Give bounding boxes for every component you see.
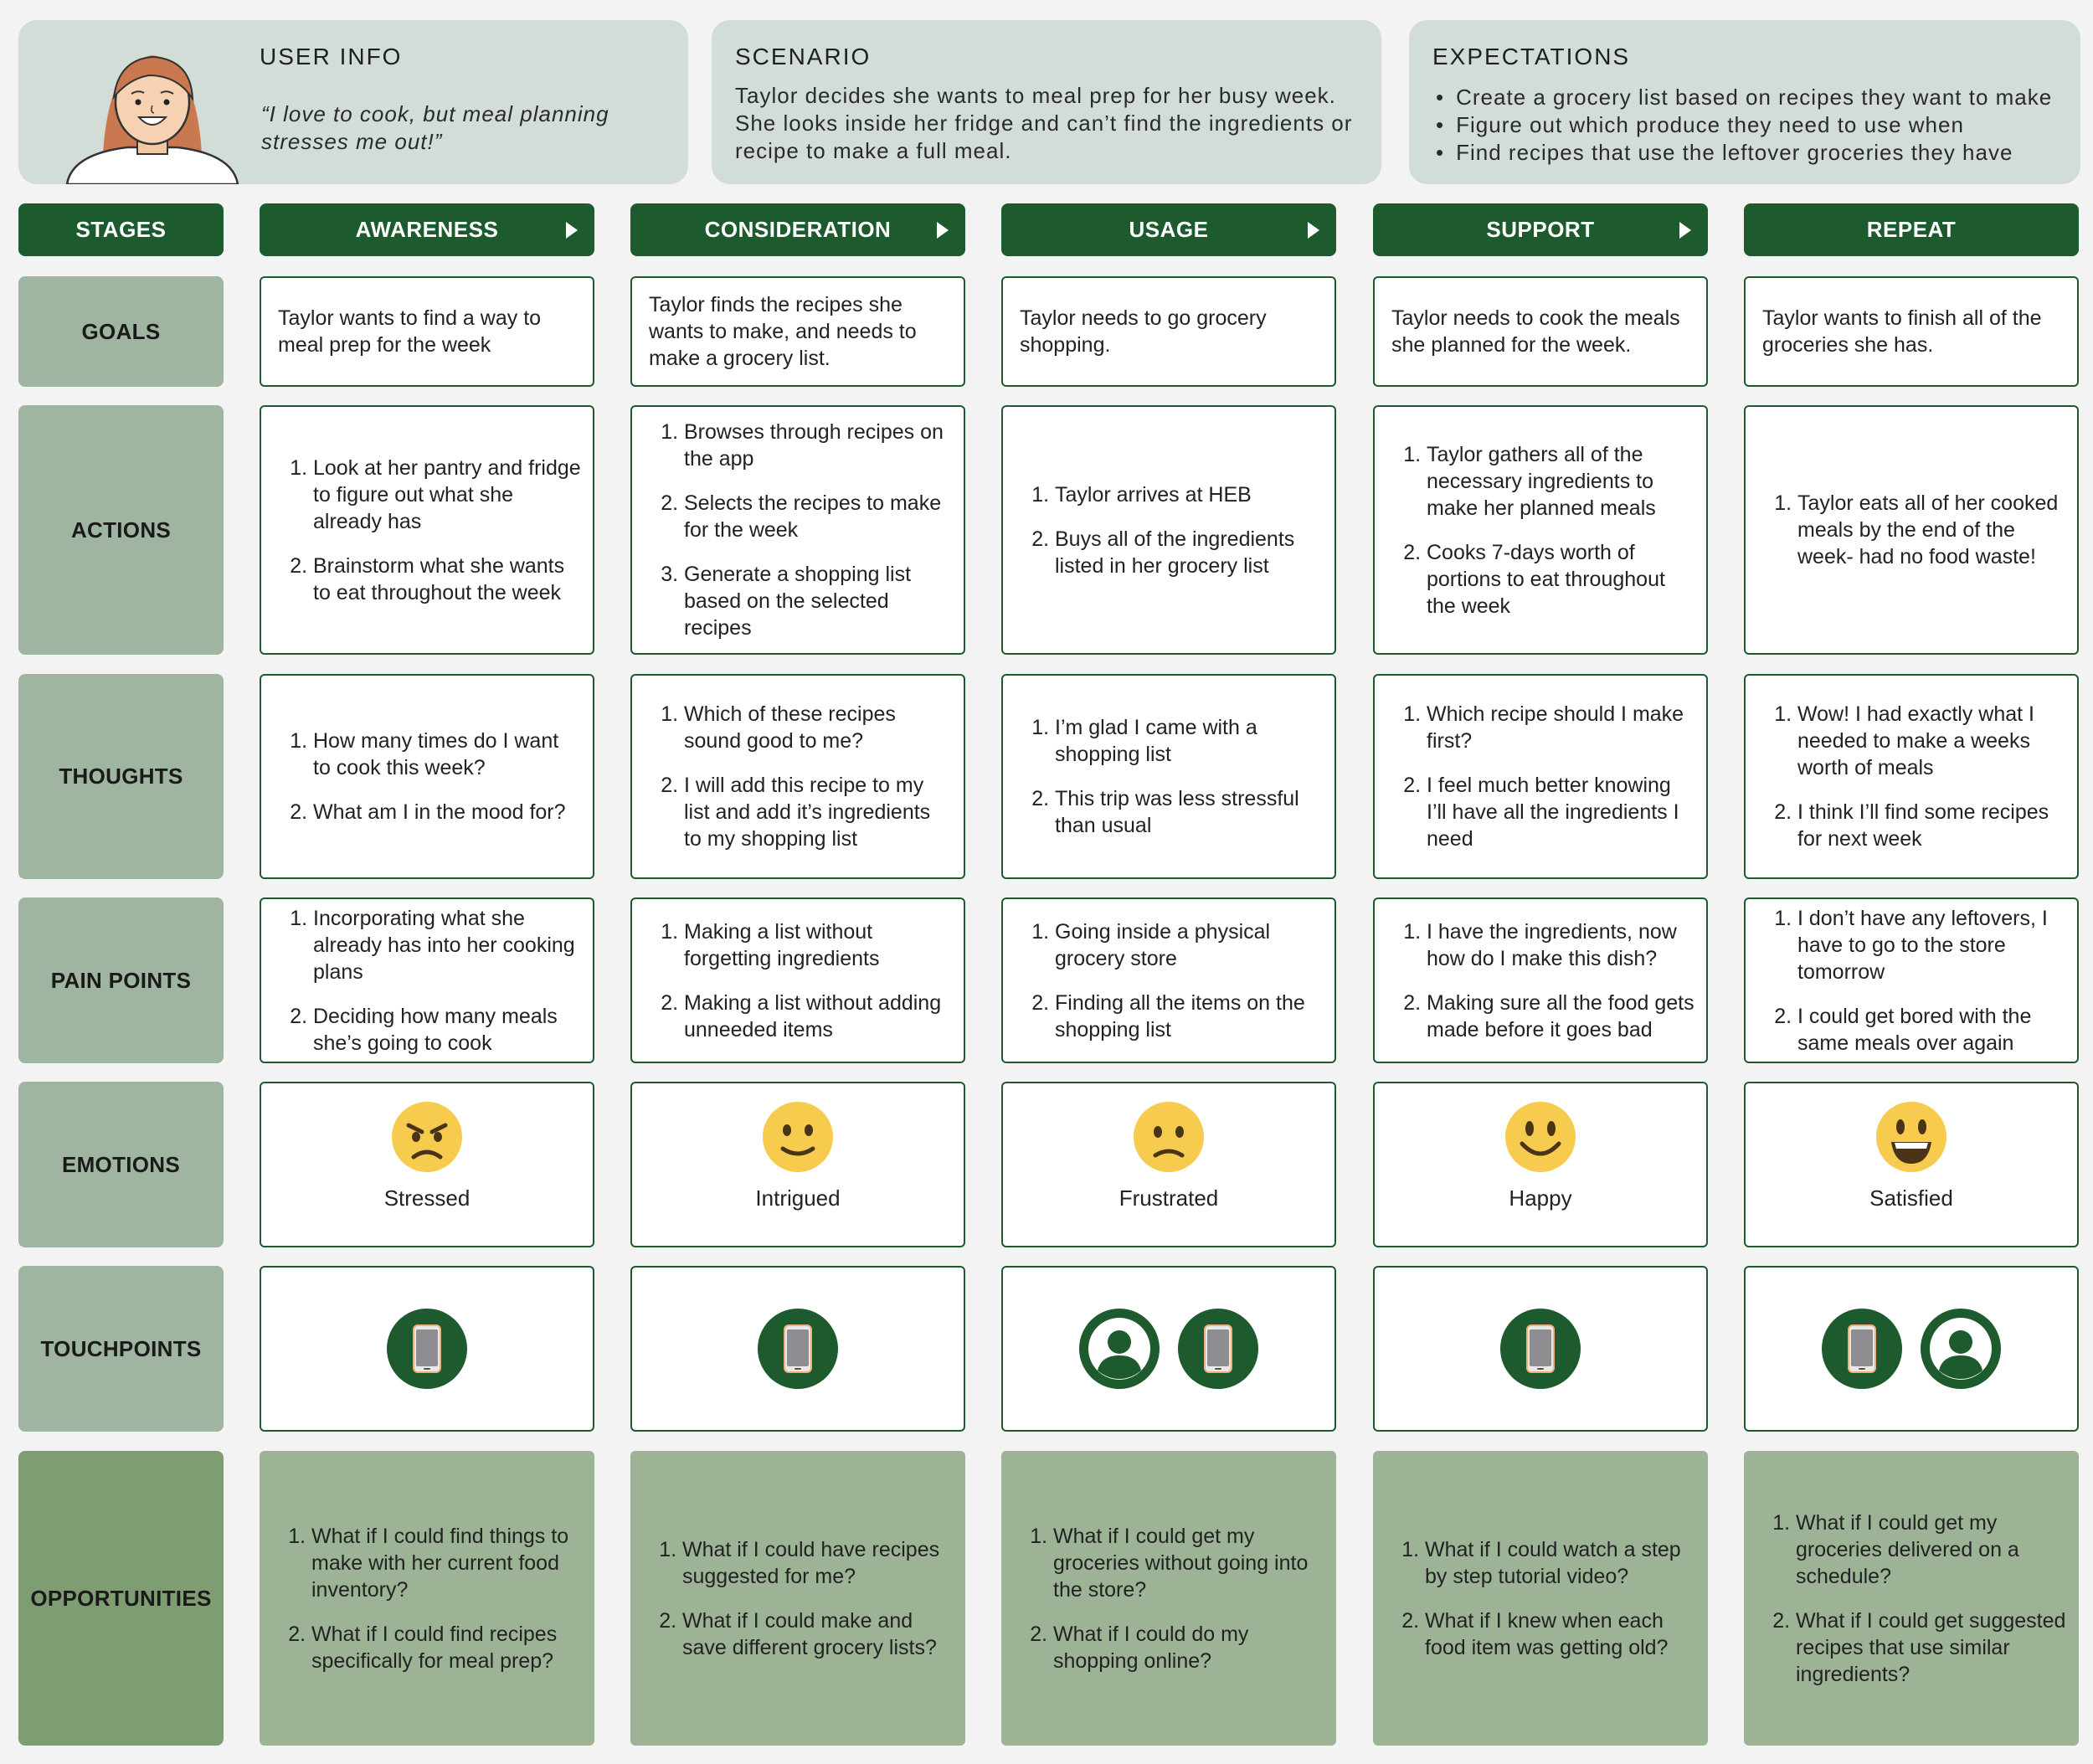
actions-cell-consideration: [630, 405, 965, 655]
list-item: 1. Wow! I had exactly what I needed to make a weeks worth of meals: [1797, 701, 2065, 781]
actions-cell-awareness: [260, 405, 594, 655]
pain-points-cell-awareness: [260, 897, 594, 1063]
goal-text: Taylor needs to go grocery shopping.: [1020, 306, 1267, 357]
list-item: 1. How many times do I want to cook this week?: [313, 728, 581, 781]
emotion-label: Satisfied: [1869, 1185, 1953, 1211]
opportunities-cell-usage: [1001, 1451, 1336, 1746]
list-item: 2. Making sure all the food gets made before it goes bad: [1427, 990, 1694, 1043]
goals-cell-awareness: [260, 276, 594, 387]
list-item: 1. Making a list without forgetting ingredients: [684, 918, 952, 972]
stage-label: AWARENESS: [355, 217, 499, 242]
thoughts-list: [1003, 714, 1334, 839]
play-arrow-icon: [566, 222, 578, 239]
actions-list: [1375, 441, 1706, 620]
emotions-cell-consideration: [630, 1082, 965, 1247]
list-item: 3. Generate a shopping list based on the selected recipes: [684, 561, 952, 641]
row-label-emotions: EMOTIONS: [18, 1082, 224, 1247]
expectation-item: • Find recipes that use the leftover groceries they have: [1432, 139, 2060, 167]
list-item: 2. Brainstorm what she wants to eat throughout the week: [313, 553, 581, 606]
goals-cell-usage: [1001, 276, 1336, 387]
opportunities-list: [630, 1536, 965, 1661]
emotions-cell-repeat: [1744, 1082, 2079, 1247]
user-info-title: USER INFO: [260, 44, 403, 69]
pain-points-list: [1375, 918, 1706, 1043]
opportunities-cell-awareness: [260, 1451, 594, 1746]
stage-header-usage: [1001, 203, 1336, 256]
thoughts-list: [261, 728, 593, 825]
thoughts-cell-awareness: [260, 674, 594, 879]
slight-smile-face-icon: [761, 1100, 835, 1174]
list-item: 2. What if I knew when each food item was getting old?: [1425, 1607, 1696, 1661]
expectation-item: • Figure out which produce they need to use when: [1432, 111, 2060, 139]
pain-points-list: [632, 918, 964, 1043]
list-item: 1. Browses through recipes on the app: [684, 419, 952, 472]
actions-list: [1003, 481, 1334, 579]
list-item: 2. I think I’ll find some recipes for next week: [1797, 799, 2065, 852]
phone-icon: [1822, 1309, 1902, 1389]
user-info-panel: [18, 20, 688, 184]
actions-cell-repeat: [1744, 405, 2079, 655]
pain-points-cell-consideration: [630, 897, 965, 1063]
goal-text: Taylor wants to find a way to meal prep for the week: [278, 306, 542, 357]
thoughts-cell-consideration: [630, 674, 965, 879]
goals-cell-support: [1373, 276, 1708, 387]
row-label-pain-points: PAIN POINTS: [18, 897, 224, 1063]
opportunities-list: [260, 1523, 594, 1674]
expectations-title: EXPECTATIONS: [1432, 44, 1631, 69]
user-avatar-illustration: [52, 28, 253, 184]
pain-points-list: [261, 905, 593, 1057]
row-label-touchpoints: TOUCHPOINTS: [18, 1266, 224, 1432]
thoughts-cell-usage: [1001, 674, 1336, 879]
list-item: 1. I have the ingredients, now how do I make this dish?: [1427, 918, 1694, 972]
emotions-cell-support: [1373, 1082, 1708, 1247]
scenario-panel: [712, 20, 1381, 184]
list-item: 1. What if I could have recipes suggested for me?: [682, 1536, 954, 1590]
smile-face-icon: [1504, 1100, 1577, 1174]
emotions-cell-awareness: [260, 1082, 594, 1247]
list-item: 1. I don’t have any leftovers, I have to go to the store tomorrow: [1797, 905, 2065, 985]
list-item: 2. This trip was less stressful than usual: [1055, 785, 1323, 839]
emotion-label: Stressed: [383, 1185, 471, 1211]
stage-header-awareness: [260, 203, 594, 256]
list-item: 2. Finding all the items on the shopping list: [1055, 990, 1323, 1043]
stage-header-consideration: [630, 203, 965, 256]
touchpoints-cell-repeat: [1744, 1266, 2079, 1432]
touchpoints-cell-support: [1373, 1266, 1708, 1432]
play-arrow-icon: [1308, 222, 1319, 239]
actions-list: [632, 419, 964, 641]
list-item: 1. Taylor eats all of her cooked meals by the end of the week- had no food waste!: [1797, 490, 2065, 570]
list-item: 2. Buys all of the ingredients listed in her grocery list: [1055, 526, 1323, 579]
stage-label: REPEAT: [1866, 217, 1957, 242]
list-item: 2. Cooks 7-days worth of portions to eat throughout the week: [1427, 539, 1694, 620]
list-item: 1. What if I could get my groceries delivered on a schedule?: [1796, 1509, 2067, 1590]
expectation-item: • Create a grocery list based on recipes they want to make: [1432, 84, 2060, 111]
scenario-title: SCENARIO: [735, 44, 872, 69]
touchpoints-cell-usage: [1001, 1266, 1336, 1432]
grin-face-icon: [1874, 1100, 1948, 1174]
list-item: 1. Taylor gathers all of the necessary ingredients to make her planned meals: [1427, 441, 1694, 522]
goal-text: Taylor wants to finish all of the groceries she has.: [1762, 306, 2042, 357]
goal-text: Taylor needs to cook the meals she planned for the week.: [1391, 306, 1680, 357]
person-icon: [1079, 1309, 1160, 1389]
list-item: 2. Making a list without adding unneeded items: [684, 990, 952, 1043]
thoughts-list: [1746, 701, 2077, 852]
pain-points-list: [1003, 918, 1334, 1043]
stage-header-support: [1373, 203, 1708, 256]
scenario-text: Taylor decides she wants to meal prep for her busy week. She looks inside her fridge and can’t find the ingredients or recipe to make a full meal.: [735, 83, 1353, 163]
list-item: 2. What am I in the mood for?: [313, 799, 581, 825]
list-item: 1. Which recipe should I make first?: [1427, 701, 1694, 754]
row-label-thoughts: THOUGHTS: [18, 674, 224, 879]
expectations-list: [1432, 84, 2060, 167]
actions-list: [261, 455, 593, 606]
list-item: 1. Going inside a physical grocery store: [1055, 918, 1323, 972]
thoughts-cell-support: [1373, 674, 1708, 879]
actions-cell-usage: [1001, 405, 1336, 655]
goals-cell-consideration: [630, 276, 965, 387]
phone-icon: [758, 1309, 838, 1389]
play-arrow-icon: [1679, 222, 1691, 239]
pain-points-cell-usage: [1001, 897, 1336, 1063]
phone-icon: [387, 1309, 467, 1389]
emotion-label: Frustrated: [1118, 1185, 1219, 1211]
stage-label: USAGE: [1129, 217, 1209, 242]
pain-points-cell-repeat: [1744, 897, 2079, 1063]
opportunities-list: [1744, 1509, 2079, 1688]
goal-text: Taylor finds the recipes she wants to make, and needs to make a grocery list.: [649, 293, 917, 370]
stage-label: SUPPORT: [1486, 217, 1595, 242]
opportunities-list: [1001, 1523, 1336, 1674]
opportunities-cell-support: [1373, 1451, 1708, 1746]
emotions-cell-usage: [1001, 1082, 1336, 1247]
touchpoints-cell-consideration: [630, 1266, 965, 1432]
phone-icon: [1500, 1309, 1581, 1389]
list-item: 2. What if I could make and save different grocery lists?: [682, 1607, 954, 1661]
row-label-opportunities: OPPORTUNITIES: [18, 1451, 224, 1746]
thoughts-list: [1375, 701, 1706, 852]
pain-points-list: [1746, 905, 2077, 1057]
person-icon: [1921, 1309, 2001, 1389]
list-item: 1. Look at her pantry and fridge to figure out what she already has: [313, 455, 581, 535]
row-label-actions: ACTIONS: [18, 405, 224, 655]
opportunities-cell-repeat: [1744, 1451, 2079, 1746]
list-item: 2. Deciding how many meals she’s going to cook: [313, 1003, 581, 1057]
angry-face-icon: [390, 1100, 464, 1174]
play-arrow-icon: [937, 222, 949, 239]
stage-header-repeat: [1744, 203, 2079, 256]
goals-cell-repeat: [1744, 276, 2079, 387]
pain-points-cell-support: [1373, 897, 1708, 1063]
list-item: 2. What if I could do my shopping online?: [1053, 1621, 1324, 1674]
opportunities-cell-consideration: [630, 1451, 965, 1746]
row-label-goals: GOALS: [18, 276, 224, 387]
actions-cell-support: [1373, 405, 1708, 655]
list-item: 2. What if I could get suggested recipes that use similar ingredients?: [1796, 1607, 2067, 1688]
emotion-label: Intrigued: [755, 1185, 841, 1211]
list-item: 1. What if I could find things to make with her current food inventory?: [311, 1523, 583, 1603]
list-item: 1. Taylor arrives at HEB: [1055, 481, 1323, 508]
list-item: 1. I’m glad I came with a shopping list: [1055, 714, 1323, 768]
thoughts-cell-repeat: [1744, 674, 2079, 879]
expectations-panel: [1409, 20, 2080, 184]
list-item: 1. What if I could watch a step by step tutorial video?: [1425, 1536, 1696, 1590]
actions-list: [1746, 490, 2077, 570]
list-item: 2. I feel much better knowing I’ll have all the ingredients I need: [1427, 772, 1694, 852]
list-item: 2. Selects the recipes to make for the week: [684, 490, 952, 543]
list-item: 2. I will add this recipe to my list and add it’s ingredients to my shopping list: [684, 772, 952, 852]
opportunities-list: [1373, 1536, 1708, 1661]
touchpoints-cell-awareness: [260, 1266, 594, 1432]
stage-label: CONSIDERATION: [704, 217, 892, 242]
list-item: 1. What if I could get my groceries without going into the store?: [1053, 1523, 1324, 1603]
thoughts-list: [632, 701, 964, 852]
frown-face-icon: [1132, 1100, 1206, 1174]
user-quote: “I love to cook, but meal planning stresses me out!”: [261, 101, 609, 154]
emotion-label: Happy: [1509, 1185, 1572, 1211]
stages-header: STAGES: [18, 203, 224, 256]
list-item: 2. I could get bored with the same meals over again: [1797, 1003, 2065, 1057]
phone-icon: [1178, 1309, 1258, 1389]
list-item: 1. Incorporating what she already has into her cooking plans: [313, 905, 581, 985]
list-item: 1. Which of these recipes sound good to me?: [684, 701, 952, 754]
list-item: 2. What if I could find recipes specifically for meal prep?: [311, 1621, 583, 1674]
